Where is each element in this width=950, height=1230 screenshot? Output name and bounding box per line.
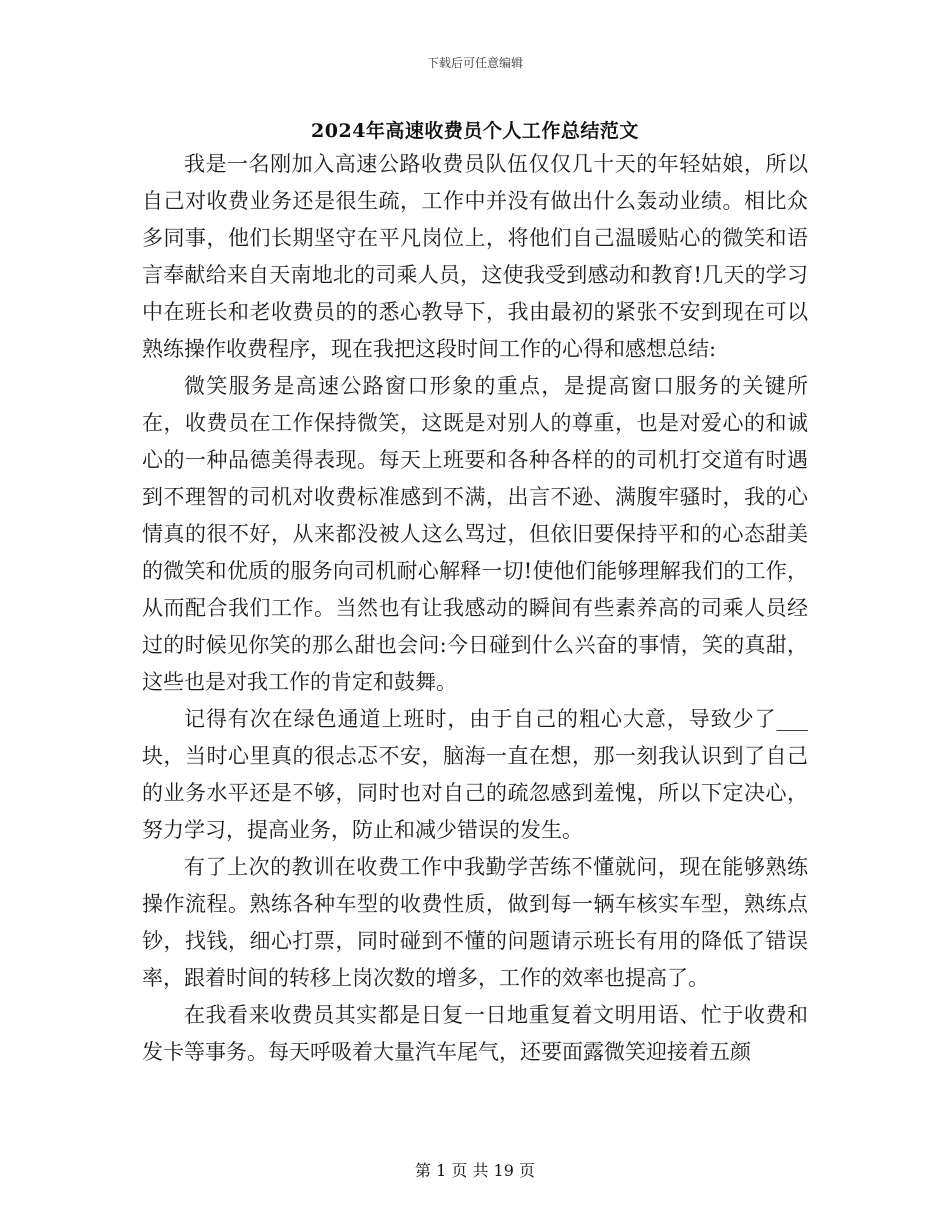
document-title: 2024年高速收费员个人工作总结范文 [311,120,639,142]
header-note: 下载后可任意编辑 [426,56,523,70]
paragraph-3: 记得有次在绿色通道上班时，由于自己的粗心大意，导致少了___块，当时心里真的很忐忑不安，脑海一直在想，那一刻我认识到了自己的业务水平还是不够，同时也对自己的疏忽感到羞愧，所以下定决心，努力学习，提高业务，防止和减少错误的发生。 [142,707,808,842]
paragraph-1: 我是一名刚加入高速公路收费员队伍仅仅几十天的年轻姑娘，所以自己对收费业务还是很生疏，工作中并没有做出什么轰动业绩。相比众多同事，他们长期坚守在平凡岗位上，将他们自己温暖贴心的微笑和语言奉献给来自天南地北的司乘人员，这使我受到感动和教育!几天的学习中在班长和老收费员的的悉心教导下，我由最初的紧张不安到现在可以熟练操作收费程序，现在我把这段时间工作的心得和感想总结: [142,152,808,361]
paragraph-2: 微笑服务是高速公路窗口形象的重点，是提高窗口服务的关键所在，收费员在工作保持微笑，这既是对别人的尊重，也是对爱心的和诚心的一种品德美得表现。每天上班要和各种各样的的司机打交道有时遇到不理智的司机对收费标准感到不满，出言不逊、满腹牢骚时，我的心情真的很不好，从来都没被人这么骂过，但依旧要保持平和的心态甜美的微笑和优质的服务向司机耐心解释一切!使他们能够理解我们的工作，从而配合我们工作。当然也有让我感动的瞬间有些素养高的司乘人员经过的时候见你笑的那么甜也会问:今日碰到什么兴奋的事情，笑的真甜，这些也是对我工作的肯定和鼓舞。 [142,374,808,694]
document-body [142,146,808,1071]
paragraph-5: 在我看来收费员其实都是日复一日地重复着文明用语、忙于收费和发卡等事务。每天呼吸着大量汽车尾气，还要面露微笑迎接着五颜 [142,1003,808,1064]
paragraph-4: 有了上次的教训在收费工作中我勤学苦练不懂就问，现在能够熟练操作流程。熟练各种车型的收费性质，做到每一辆车核实车型，熟练点钞，找钱，细心打票，同时碰到不懂的问题请示班长有用的降低了错误率，跟着时间的转移上岗次数的增多，工作的效率也提高了。 [142,855,808,990]
page-number-footer: 第 1 页 共 19 页 [415,1161,535,1180]
